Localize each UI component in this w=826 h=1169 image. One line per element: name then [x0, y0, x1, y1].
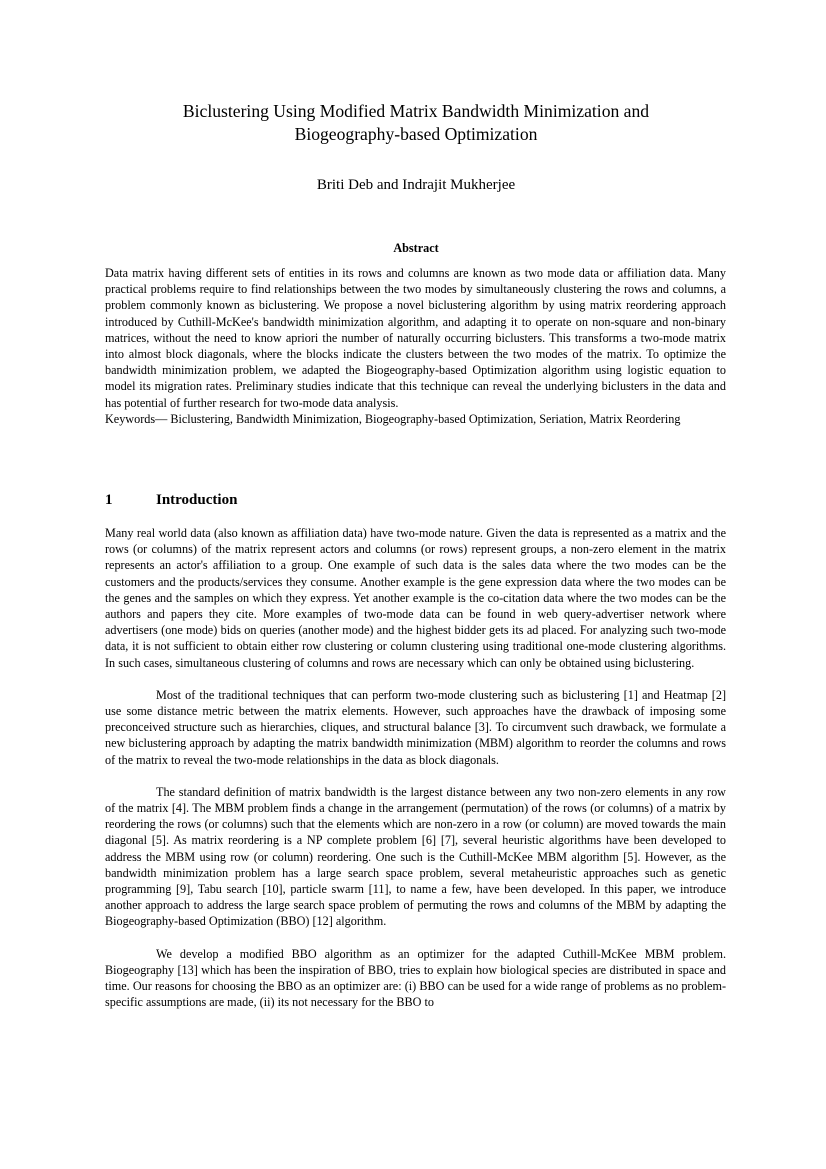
section-heading-introduction — [105, 490, 237, 510]
paper-authors: Briti Deb and Indrajit Mukherjee — [316, 177, 516, 193]
abstract-heading: Abstract — [393, 241, 439, 255]
intro-paragraph-4: We develop a modified BBO algorithm as an optimizer for the adapted Cuthill-McKee MBM problem. Biogeography [13] which has been the inspiration of BBO, tries to explain how biological species are distributed in space and time. Our reasons for choosing the BBO as an optimizer are: (i) BBO can be used for a wide range of problems as no problem-specific assumptions are made, (ii) its not necessary for the BBO to — [105, 946, 726, 1010]
paper-title — [100, 100, 732, 146]
abstract-text: Data matrix having different sets of entities in its rows and columns are known as two mode data or affiliation data. Many practical problems require to find relationships between the two modes by simultaneously clustering the rows and columns, a problem commonly known as biclustering. We propose a novel biclustering algorithm by using matrix reordering approach introduced by Cuthill-McKee's bandwidth minimization algorithm, and adapting it to operate on non-square and non-binary matrices, without the need to know apriori the number of naturally occurring biclusters. This transforms a two-mode matrix into almost block diagonals, where the blocks indicate the clusters between the two modes of the matrix. To optimize the bandwidth minimization problem, we adapted the Biogeography-based Optimization algorithm using logistic equation to model its migration rates. Preliminary studies indicate that this technique can reveal the underlying biclusters in the data and has potential of further research for two-mode data analysis. — [105, 266, 726, 410]
introduction-body — [105, 525, 726, 1026]
intro-paragraph-1: Many real world data (also known as affiliation data) have two-mode nature. Given the data is represented as a matrix and the rows (or columns) of the matrix represent actors and columns (or rows) represent groups, a non-zero element in the matrix represents an actor's affiliation to a group. One example of such data is the sales data where the two modes can be the customers and the products/services they consume. Another example is the gene expression data where the two modes can be the genes and the samples on which they express. Yet another example is the co-citation data where the two modes can be the authors and papers they cite. More examples of two-mode data can be found in web query-advertiser network where advertisers (one mode) bids on queries (another mode) and the highest bidder gets its ad placed. For analyzing such two-mode data, it is not sufficient to obtain either row clustering or column clustering using traditional one-mode clustering algorithms. In such cases, simultaneous clustering of columns and rows are necessary which can only be obtained using biclustering. — [105, 526, 726, 670]
intro-paragraph-2: Most of the traditional techniques that can perform two-mode clustering such as biclustering [1] and Heatmap [2] use some distance metric between the matrix elements. However, such approaches have the drawback of imposing some preconceived structure such as hierarchies, cliques, and structural balance [3]. To circumvent such drawback, we formulate a new biclustering approach by adapting the matrix bandwidth minimization (MBM) algorithm to reorder the columns and rows of the matrix to reveal the two-mode relationships in the data as block diagonals. — [105, 687, 726, 767]
intro-paragraph-3: The standard definition of matrix bandwidth is the largest distance between any two non-zero elements in any row of the matrix [4]. The MBM problem finds a change in the arrangement (permutation) of the rows (or columns) of a matrix by reordering the rows (or columns) such that the elements which are non-zero in a row (or column) are moved towards the main diagonal [5]. As matrix reordering is a NP complete problem [6] [7], several heuristic algorithms have been developed to address the MBM using row (or column) reordering. One such is the Cuthill-McKee MBM algorithm [5]. However, as the bandwidth minimization problem has a large search space problem, several metaheuristic approaches such as genetic programming [9], Tabu search [10], particle swarm [11], to name a few, have been developed. In this paper, we introduce another approach to address the large search space problem of permuting the rows and columns of the MBM by adapting the Biogeography-based Optimization (BBO) [12] algorithm. — [105, 784, 726, 929]
section-number: 1 — [105, 492, 113, 508]
keywords: Keywords— Biclustering, Bandwidth Minimization, Biogeography-based Optimization, Seriation, Matrix Reordering — [105, 411, 681, 426]
section-title: Introduction — [156, 492, 238, 508]
paper-title-line-2: Biogeography-based Optimization — [294, 124, 538, 144]
paper-title-line-1: Biclustering Using Modified Matrix Bandwidth Minimization and — [182, 101, 650, 121]
abstract-body — [105, 265, 726, 427]
